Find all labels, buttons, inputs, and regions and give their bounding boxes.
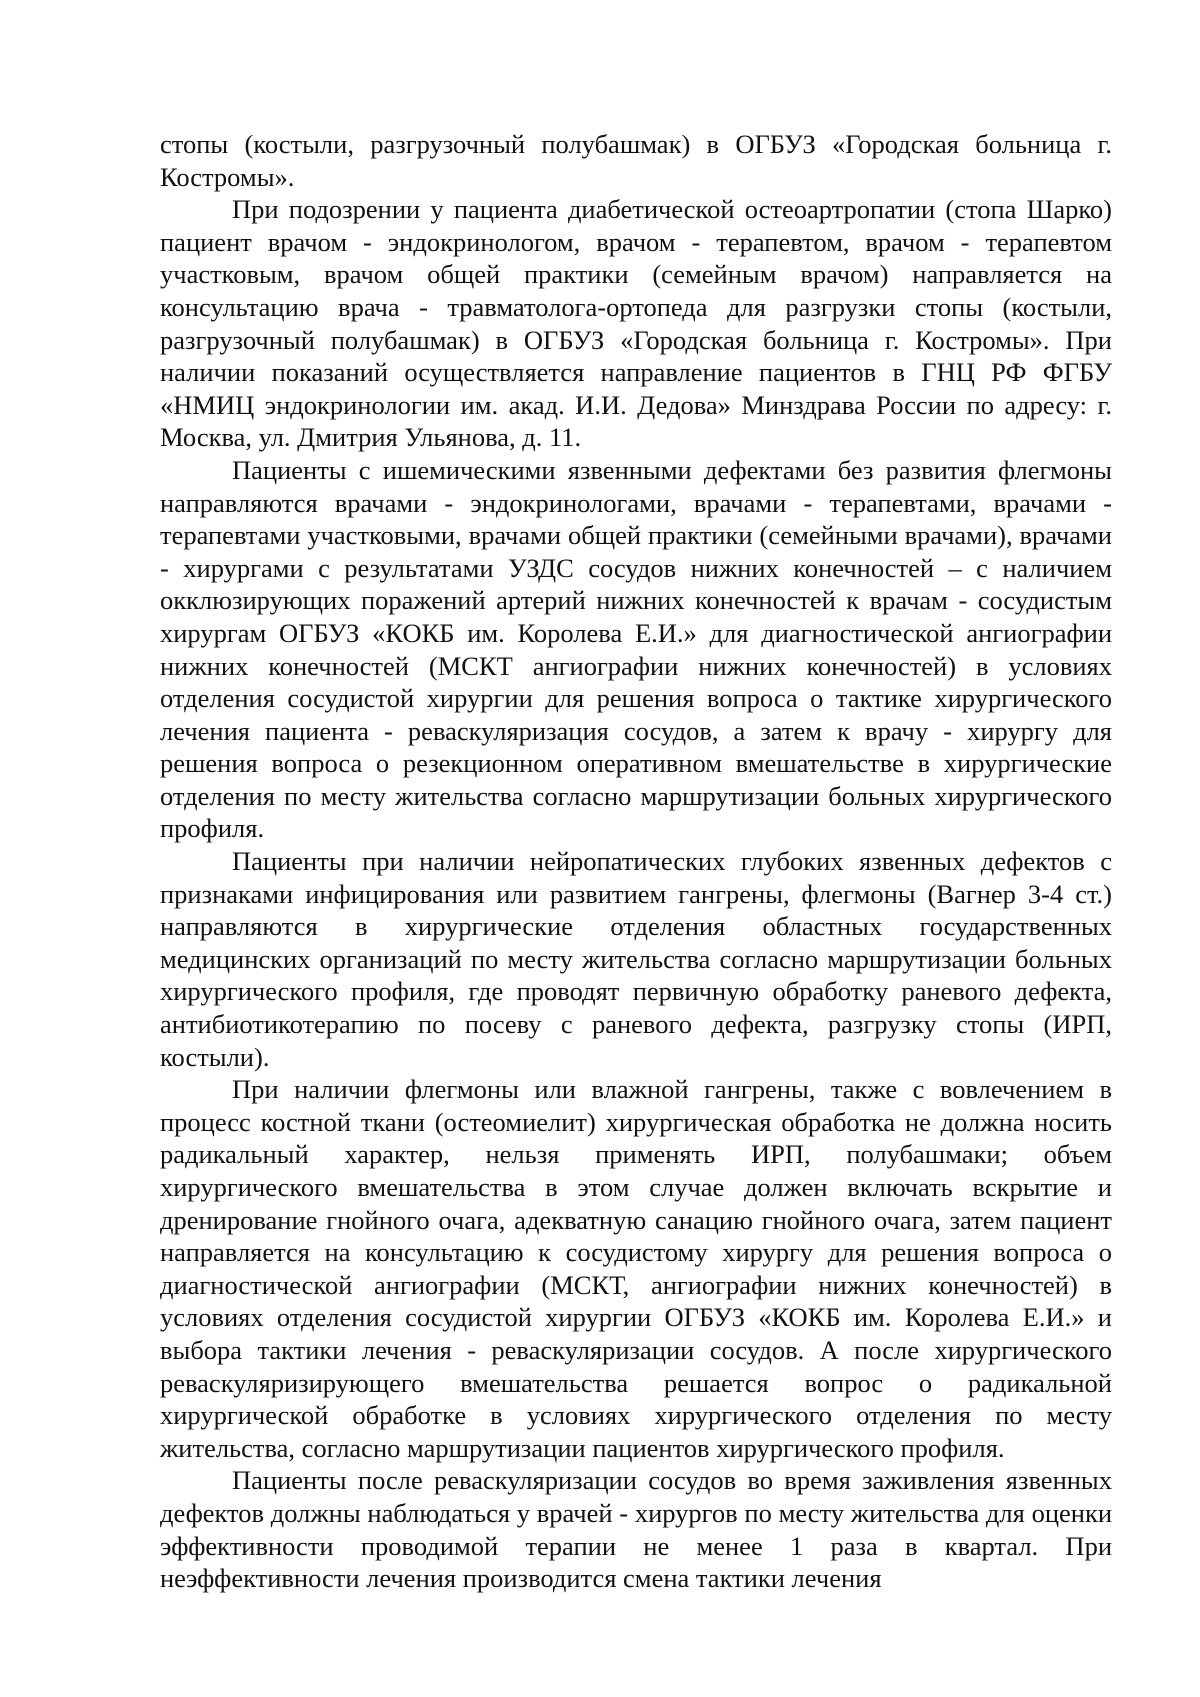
document-body xyxy=(160,128,1112,1595)
paragraph-continuation: стопы (костыли, разгрузочный полубашмак) в ОГБУЗ «Городская больница г. Костромы». xyxy=(160,129,1112,192)
paragraph-post-revascularization: Пациенты после реваскуляризации сосудов во время заживления язвенных дефектов должны наблюдаться у врачей - хирургов по месту жительства для оценки эффективности проводимой терапии не менее 1 раза в квартал. При неэффективности лечения производится смена тактики лечения xyxy=(160,1465,1112,1594)
paragraph-charcot-foot: При подозрении у пациента диабетической остеоартропатии (стопа Шарко) пациент врачом - эндокринологом, врачом - терапевтом, врачом - терапевтом участковым, врачом общей практики (семейным врачом) направляется на консультацию врача - травматолога-ортопеда для разгрузки стопы (костыли, разгрузочный полубашмак) в ОГБУЗ «Городская больница г. Костромы». При наличии показаний осуществляется направление пациентов в ГНЦ РФ ФГБУ «НМИЦ эндокринологии им. акад. И.И. Дедова» Минздрава России по адресу: г. Москва, ул. Дмитрия Ульянова, д. 11. xyxy=(160,194,1112,453)
paragraph-ischemic-ulcers: Пациенты с ишемическими язвенными дефектами без развития флегмоны направляются врачами - эндокринологами, врачами - терапевтами, врачами - терапевтами участковыми, врачами общей практики (семейными врачами), врачами - хирургами с результатами УЗДС сосудов нижних конечностей – с наличием окклюзирующих поражений артерий нижних конечностей к врачам - сосудистым хирургам ОГБУЗ «КОКБ им. Королева Е.И.» для диагностической ангиографии нижних конечностей (МСКТ ангиографии нижних конечностей) в условиях отделения сосудистой хирургии для решения вопроса о тактике хирургического лечения пациента - реваскуляризация сосудов, а затем к врачу - хирургу для решения вопроса о резекционном оперативном вмешательстве в хирургические отделения по месту жительства согласно маршрутизации больных хирургического профиля. xyxy=(160,454,1112,844)
paragraph-phlegmon-gangrene: При наличии флегмоны или влажной гангрены, также с вовлечением в процесс костной ткани (остеомиелит) хирургическая обработка не должна носить радикальный характер, нельзя применять ИРП, полубашмаки; объем хирургического вмешательства в этом случае должен включать вскрытие и дренирование гнойного очага, адекватную санацию гнойного очага, затем пациент направляется на консультацию к сосудистому хирургу для решения вопроса о диагностической ангиографии (МСКТ, ангиографии нижних конечностей) в условиях отделения сосудистой хирургии ОГБУЗ «КОКБ им. Королева Е.И.» и выбора тактики лечения - реваскуляризации сосудов. А после хирургического реваскуляризирующего вмешательства решается вопрос о радикальной хирургической обработке в условиях хирургического отделения по месту жительства, согласно маршрутизации пациентов хирургического профиля. xyxy=(160,1074,1112,1463)
paragraph-neuropathic-ulcers: Пациенты при наличии нейропатических глубоких язвенных дефектов с признаками инфицирования или развитием гангрены, флегмоны (Вагнер 3-4 ст.) направляются в хирургические отделения областных государственных медицинских организаций по месту жительства согласно маршрутизации больных хирургического профиля, где проводят первичную обработку раневого дефекта, антибиотикотерапию по посеву с раневого дефекта, разгрузку стопы (ИРП, костыли). xyxy=(160,846,1112,1072)
